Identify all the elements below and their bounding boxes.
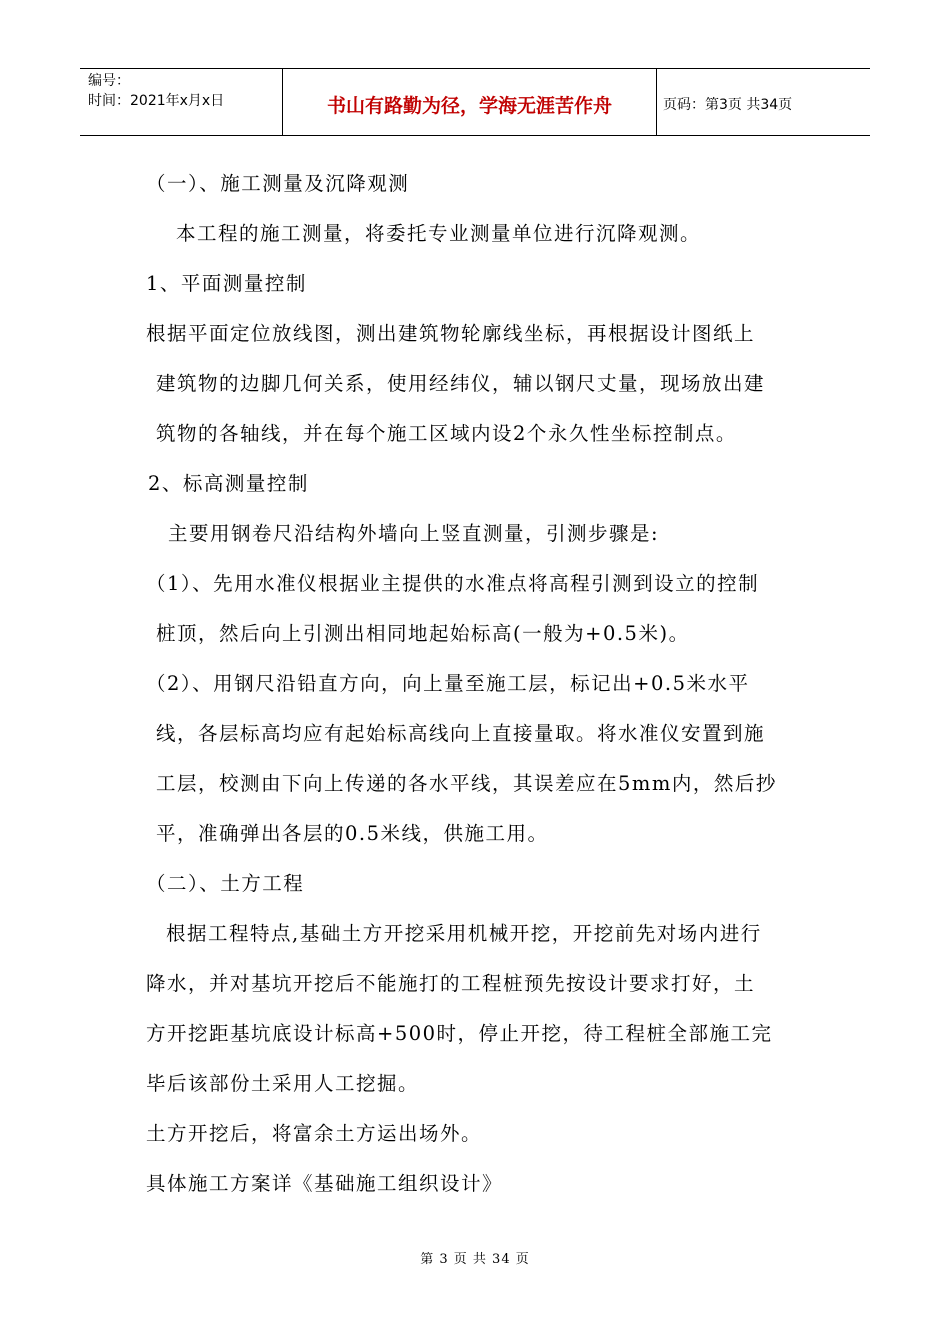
paragraph-line: 具体施工方案详《基础施工组织设计》 <box>146 1172 504 1195</box>
paragraph-line: 土方开挖后，将富余土方运出场外。 <box>146 1122 483 1145</box>
paragraph-line: 主要用钢卷尺沿结构外墙向上竖直测量，引测步骤是: <box>168 522 660 545</box>
header-motto: 书山有路勤为径，学海无涯苦作舟 <box>283 69 657 135</box>
paragraph-line: 平，准确弹出各层的0.5米线，供施工用。 <box>156 822 549 845</box>
header-left-cell <box>80 69 283 135</box>
paragraph-line: 线，各层标高均应有起始标高线向上直接量取。将水准仪安置到施 <box>156 722 766 745</box>
document-time-label: 时间：2021年x月x日 <box>88 93 225 109</box>
paragraph-line: 本工程的施工测量，将委托专业测量单位进行沉降观测。 <box>176 222 702 245</box>
section-heading-survey: （一）、施工测量及沉降观测 <box>146 172 410 195</box>
paragraph-line: 降水，并对基坑开挖后不能施打的工程桩预先按设计要求打好，土 <box>146 972 756 995</box>
subheading-elevation-survey: 2、标高测量控制 <box>148 472 309 495</box>
paragraph-line: （1）、先用水准仪根据业主提供的水准点将高程引测到设立的控制 <box>146 572 760 595</box>
paragraph-line: 方开挖距基坑底设计标高+500时，停止开挖，待工程桩全部施工完 <box>146 1022 773 1045</box>
header-table <box>80 68 870 136</box>
paragraph-line: （2）、用钢尺沿铅直方向，向上量至施工层，标记出+0.5米水平 <box>146 672 750 695</box>
paragraph-line: 建筑物的边脚几何关系，使用经纬仪，辅以钢尺丈量，现场放出建 <box>156 372 766 395</box>
paragraph-line: 桩顶，然后向上引测出相同地起始标高(一般为+0.5米)。 <box>156 622 690 645</box>
paragraph-line: 根据工程特点,基础土方开挖采用机械开挖，开挖前先对场内进行 <box>166 922 762 945</box>
paragraph-line: 工层，校测由下向上传递的各水平线，其误差应在5mm内，然后抄 <box>156 772 777 795</box>
subheading-plane-survey: 1、平面测量控制 <box>146 272 307 295</box>
paragraph-line: 筑物的各轴线，并在每个施工区域内设2个永久性坐标控制点。 <box>156 422 737 445</box>
header-page-info: 页码：第3页 共34页 <box>663 97 793 113</box>
page-footer: 第 3 页 共 34 页 <box>420 1252 530 1267</box>
document-number-label: 编号： <box>88 73 130 89</box>
paragraph-line: 毕后该部份土采用人工挖掘。 <box>146 1072 420 1095</box>
section-heading-earthwork: （二）、土方工程 <box>146 872 305 895</box>
paragraph-line: 根据平面定位放线图，测出建筑物轮廓线坐标，再根据设计图纸上 <box>146 322 756 345</box>
